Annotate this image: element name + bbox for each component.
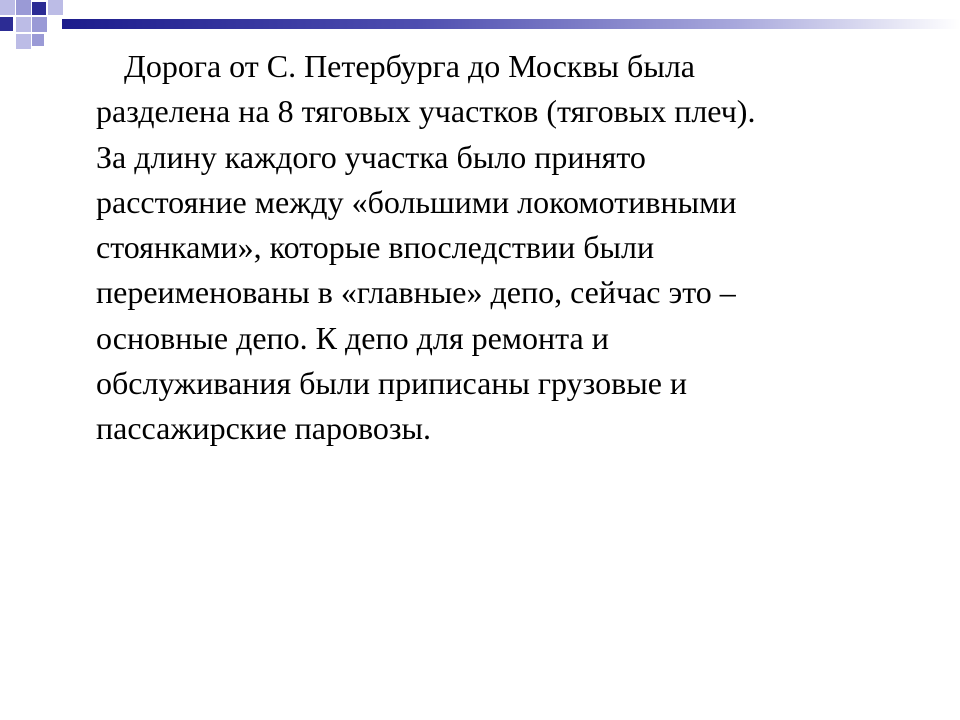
decor-square — [32, 2, 46, 15]
header-gradient-bar — [62, 19, 960, 29]
decor-square — [16, 0, 31, 15]
decor-square — [32, 17, 47, 32]
decor-square — [48, 0, 63, 15]
decor-square — [16, 17, 31, 32]
decor-square — [16, 34, 31, 49]
decor-square — [0, 0, 15, 15]
decor-square — [0, 17, 13, 31]
slide-body-text: Дорога от С. Петербурга до Москвы была разделена на 8 тяговых участков (тяговых плеч). За длину каждого участка было принято расстояние между «большими локомотивными стоянками», которые впоследствии были переименованы в «главные» депо, сейчас это – основные депо. К депо для ремонта и обслуживания были приписаны грузовые и пассажирские паровозы. — [96, 48, 756, 447]
decor-square — [32, 34, 44, 46]
